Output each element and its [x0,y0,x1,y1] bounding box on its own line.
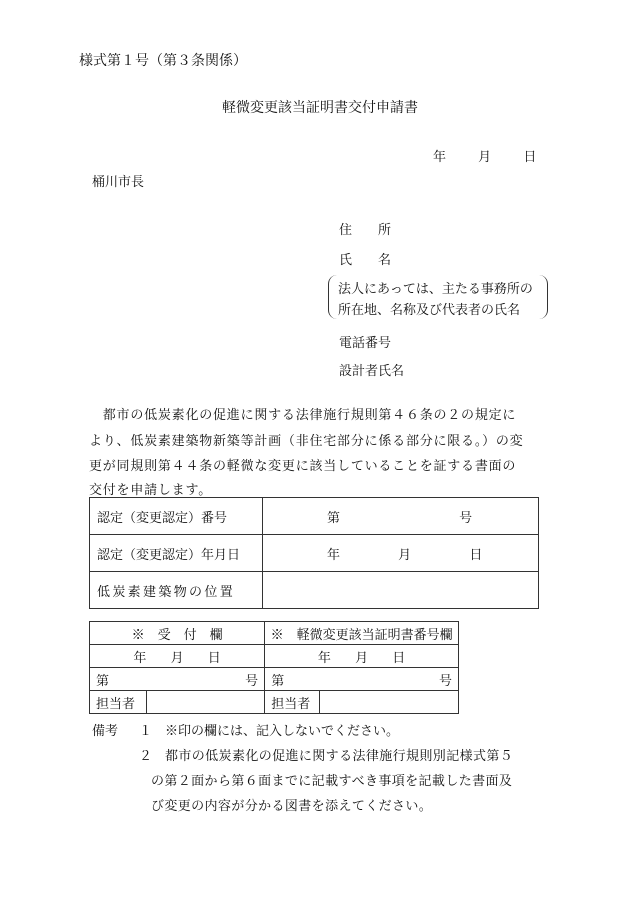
issue-number-suffix: 号 [438,673,452,689]
designer-label: 設計者氏名 [339,364,405,379]
table-row [90,622,459,645]
corporate-note-line1: 法人にあっては、主たる事務所の [338,282,533,297]
address-label: 住 所 [339,223,392,238]
table-row [90,498,539,535]
certification-table [89,497,539,609]
reception-number [90,668,265,691]
note-2-number: ２ [139,749,153,764]
issue-date-month: 月 [355,650,369,666]
issue-staff-field [320,691,459,714]
phone-label: 電話番号 [339,336,392,351]
body-line-3: 更が同規則第４４条の軽微な変更に該当していることを証する書面の [89,459,517,474]
note-1-number: １ [139,724,153,739]
addressee: 桶川市長 [92,175,145,190]
cert-number-suffix: 号 [459,510,473,526]
note-1-text: ※印の欄には、記入しないでください。 [165,724,400,739]
cert-number-prefix: 第 [327,510,341,526]
issue-date-day: 日 [392,650,406,666]
corporate-note-line2: 所在地、名称及び代表者の氏名 [338,303,521,318]
reception-staff-label: 担当者 [90,691,147,714]
reception-date-month: 月 [170,650,184,666]
date-day-label: 日 [523,150,537,165]
issue-date [265,645,459,668]
issue-staff-label: 担当者 [265,691,320,714]
building-location-label: 低炭素建築物の位置 [90,572,263,609]
office-use-table [89,621,459,714]
name-label: 氏 名 [339,253,392,268]
table-row [90,691,459,714]
cert-date-year: 年 [327,547,341,563]
note-2-line-3: び変更の内容が分かる図書を添えてください。 [151,799,433,814]
building-location-field[interactable] [263,572,539,609]
table-row [90,668,459,691]
form-number: 様式第１号（第３条関係） [79,53,247,69]
cert-number-header: ※ 軽微変更該当証明書番号欄 [265,622,459,645]
reception-staff-field [147,691,265,714]
notes-label: 備考 [92,724,119,739]
cert-date-month: 月 [398,547,412,563]
reception-date-day: 日 [207,650,221,666]
note-2-line-1: 都市の低炭素化の促進に関する法律施行規則別記様式第５ [165,749,514,764]
cert-number-field[interactable] [263,498,539,535]
date-month-label: 月 [478,150,492,165]
application-date [433,146,536,165]
table-row [90,645,459,668]
date-year-label: 年 [433,150,447,165]
reception-number-suffix: 号 [245,673,259,689]
reception-date [90,645,265,668]
table-row [90,572,539,609]
cert-date-day: 日 [469,547,483,563]
note-2-line-2: の第２面から第６面までに記載すべき事項を記載した書面及 [151,774,513,789]
form-title: 軽微変更該当証明書交付申請書 [222,100,418,116]
reception-number-prefix: 第 [96,673,110,689]
body-line-1: 都市の低炭素化の促進に関する法律施行規則第４６条の２の規定に [89,408,517,423]
body-line-2: より、低炭素建築物新築等計画（非住宅部分に係る部分に限る。）の変 [89,434,524,449]
reception-date-year: 年 [133,650,147,666]
table-row [90,535,539,572]
cert-date-label: 認定（変更認定）年月日 [90,535,263,572]
issue-date-year: 年 [317,650,331,666]
issue-number-prefix: 第 [271,673,285,689]
cert-date-field[interactable] [263,535,539,572]
body-line-4: 交付を申請します。 [89,483,212,498]
reception-header: ※ 受 付 欄 [90,622,265,645]
cert-number-label: 認定（変更認定）番号 [90,498,263,535]
issue-number [265,668,459,691]
